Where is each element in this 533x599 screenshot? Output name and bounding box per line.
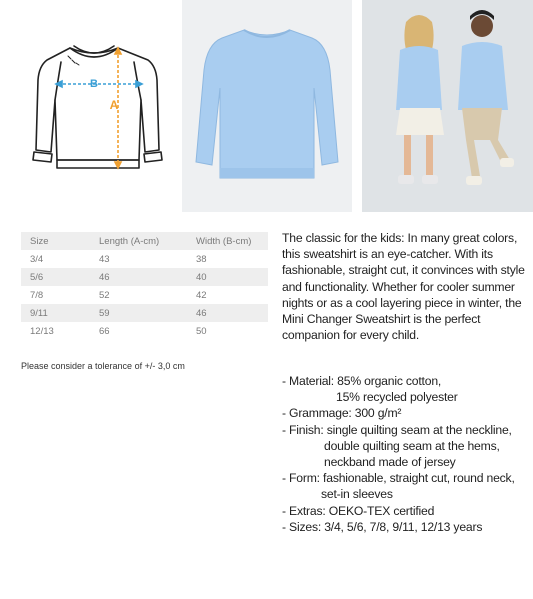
table-cell: 50: [196, 325, 207, 337]
table-cell: 52: [99, 289, 110, 301]
spec-form-cont: set-in sleeves: [321, 487, 393, 502]
table-row: [21, 286, 268, 304]
sweatshirt-outline-icon: [0, 0, 177, 212]
tolerance-note: Please consider a tolerance of +/- 3,0 cm: [21, 361, 185, 371]
measurement-diagram: [0, 0, 177, 212]
table-cell: 59: [99, 307, 110, 319]
spec-material: - Material: 85% organic cotton,: [282, 374, 442, 388]
spec-material-cont: 15% recycled polyester: [336, 390, 458, 405]
length-label: A: [109, 98, 119, 112]
table-cell: 5/6: [30, 271, 44, 283]
table-row: [21, 250, 268, 268]
table-cell: 7/8: [30, 289, 44, 301]
table-cell: 38: [196, 253, 207, 265]
table-row: [21, 304, 268, 322]
table-cell: 46: [99, 271, 110, 283]
width-label: B: [90, 78, 98, 90]
table-cell: 42: [196, 289, 207, 301]
table-row: [21, 268, 268, 286]
product-photo: [182, 0, 352, 212]
table-cell: 12/13: [30, 325, 54, 337]
spec-form: - Form: fashionable, straight cut, round neck,: [282, 471, 515, 486]
column-header: Width (B-cm): [196, 235, 252, 247]
spec-extras: - Extras: OEKO-TEX certified: [282, 503, 435, 518]
spec-sizes: - Sizes: 3/4, 5/6, 7/8, 9/11, 12/13 years: [282, 519, 483, 534]
table-header-row: [21, 232, 268, 250]
product-specs: [282, 373, 527, 535]
product-description: The classic for the kids: In many great colors, this sweatshirt is an eye-catcher. With its fashionable, straight cut, it convinces with style and functionality. Whether for cooler summer nights or as a cool layering piece in winter, the Mini Changer Sweatshirt is the perfect companion for every child.: [282, 231, 525, 343]
spec-grammage: - Grammage: 300 g/m²: [282, 406, 402, 421]
table-row: [21, 322, 268, 340]
table-cell: 40: [196, 271, 207, 283]
spec-finish: - Finish: single quilting seam at the neckline,: [282, 422, 512, 437]
size-table: [21, 232, 268, 340]
models-photo: [362, 0, 533, 212]
column-header: Size: [30, 235, 49, 247]
table-cell: 66: [99, 325, 110, 337]
table-cell: 46: [196, 307, 207, 319]
kids-models-icon: [362, 0, 533, 212]
column-header: Length (A-cm): [99, 235, 160, 247]
spec-finish-cont: neckband made of jersey: [324, 455, 456, 470]
table-cell: 9/11: [30, 307, 48, 319]
spec-finish-cont: double quilting seam at the hems,: [324, 438, 500, 453]
table-cell: 3/4: [30, 253, 44, 265]
sweatshirt-product-icon: [182, 0, 352, 212]
table-cell: 43: [99, 253, 110, 265]
